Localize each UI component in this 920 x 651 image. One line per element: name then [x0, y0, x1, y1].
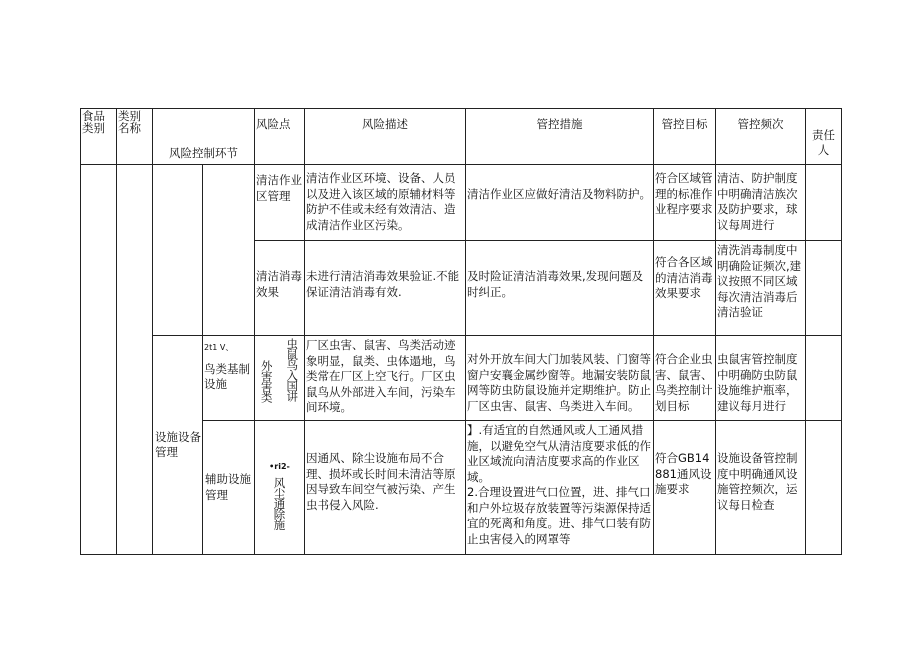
risk-desc-cell: 因通风、除尘设施布局不合理、损坏或长时间未清洁等原因导致车间空气被污染、产生虫书侵入风险. — [305, 421, 466, 555]
facility-mark: 2t1 V、 — [204, 343, 234, 352]
risk-link-cell: 设施设备管理 — [153, 336, 203, 555]
food-category-cell — [81, 165, 117, 555]
header-control-measure: 管控措施 — [466, 109, 654, 165]
risk-desc-cell: 未进行清洁消毒效果验证.不能保证清洁消毒有效. — [305, 241, 466, 336]
risk-link-cell — [153, 165, 203, 336]
control-goal-cell: 符合GB14881通风设施要求 — [654, 421, 716, 555]
risk-control-table — [80, 108, 842, 555]
class-name-cell — [117, 165, 153, 555]
risk-point-mark: •ri2- — [269, 462, 290, 471]
responsible-cell — [806, 165, 842, 241]
header-class-name: 类别名称 — [117, 109, 153, 165]
control-measure-cell: 清洁作业区应做好清洁及物料防护。 — [466, 165, 654, 241]
responsible-cell — [806, 336, 842, 421]
facility-cell: 辅助设施管理 — [203, 421, 255, 555]
facility-cell — [203, 165, 255, 336]
header-control-freq: 管控频次 — [716, 109, 806, 165]
responsible-cell — [806, 241, 842, 336]
header-food-category: 食品类别 — [81, 109, 117, 165]
risk-point-vertical: 风尘通除施 — [272, 476, 287, 529]
risk-point-cell: 清洁消毒效果 — [255, 241, 305, 336]
risk-desc-cell: 清洁作业区环境、设备、人员以及进入该区域的原辅材料等防护不佳或未经有效清洁、造成清洁作业区污染。 — [305, 165, 466, 241]
control-goal-cell: 符合各区域的清洁消毒效果要求 — [654, 241, 716, 336]
control-measure-cell: 】.有适宜的自然通风或人工通风措施，以避免空气从清洁度要求低的作业区域流向清洁度要求高的作业区域。 2.合理设置进气口位置，进、排气口和户外垃圾存放装置等污柒源保持适宜的死离和角度。进、排气口装有防止虫害侵入的网罩等 — [466, 421, 654, 555]
risk-point-vertical-b: 外害害类 — [259, 360, 274, 402]
control-measure-cell: 及时险证清洁消毒效果,发现问题及时纠正。 — [466, 241, 654, 336]
table-row — [81, 165, 842, 241]
risk-point-cell — [255, 421, 305, 555]
control-freq-cell: 虫鼠害管控制度中明确防虫防鼠设施维护瓶率，建议每月进行 — [716, 336, 806, 421]
header-risk-link: 风险控制环节 — [153, 109, 255, 165]
header-risk-desc: 风险描述 — [305, 109, 466, 165]
risk-desc-cell: 厂区虫害、鼠害、鸟类活动迹象明显，鼠类、虫体遢地，鸟类常在厂区上空飞行。厂区虫鼠鸟从外部进入车间，污染车间环境。 — [305, 336, 466, 421]
control-measure-cell: 对外开放车间大门加装风装、门窗等窗户安襄金属纱窗等。地漏安装防鼠网等防虫防鼠设施并定期维护。防止厂区虫害、鼠害、鸟类进入车间。 — [466, 336, 654, 421]
facility-label: 鸟类基制设施 — [204, 361, 250, 391]
control-freq-cell: 设施设备管控制度中明确通风设施管控频次，运议每日检查 — [716, 421, 806, 555]
facility-cell — [203, 336, 255, 421]
control-freq-cell: 清洁、防护制度中明确清洁族次及防护要求，球议每周进行 — [716, 165, 806, 241]
risk-point-vertical-a: 虫鼠鸟入国讲 — [285, 338, 300, 401]
header-risk-point: 风险点 — [255, 109, 305, 165]
header-row — [81, 109, 842, 165]
table-row — [81, 336, 842, 421]
control-freq-cell: 清洗消毒制度中明确险证频次,建议按照不同区域每次清洁消毒后清洁验证 — [716, 241, 806, 336]
header-responsible: 责任人 — [806, 109, 842, 165]
control-goal-cell: 符合企业虫害、鼠害、鸟类控制计划目标 — [654, 336, 716, 421]
risk-point-cell: 清洁作业区管理 — [255, 165, 305, 241]
risk-point-cell — [255, 336, 305, 421]
header-control-goal: 管控目标 — [654, 109, 716, 165]
control-goal-cell: 符合区域管理的标准作业程序要求 — [654, 165, 716, 241]
responsible-cell — [806, 421, 842, 555]
